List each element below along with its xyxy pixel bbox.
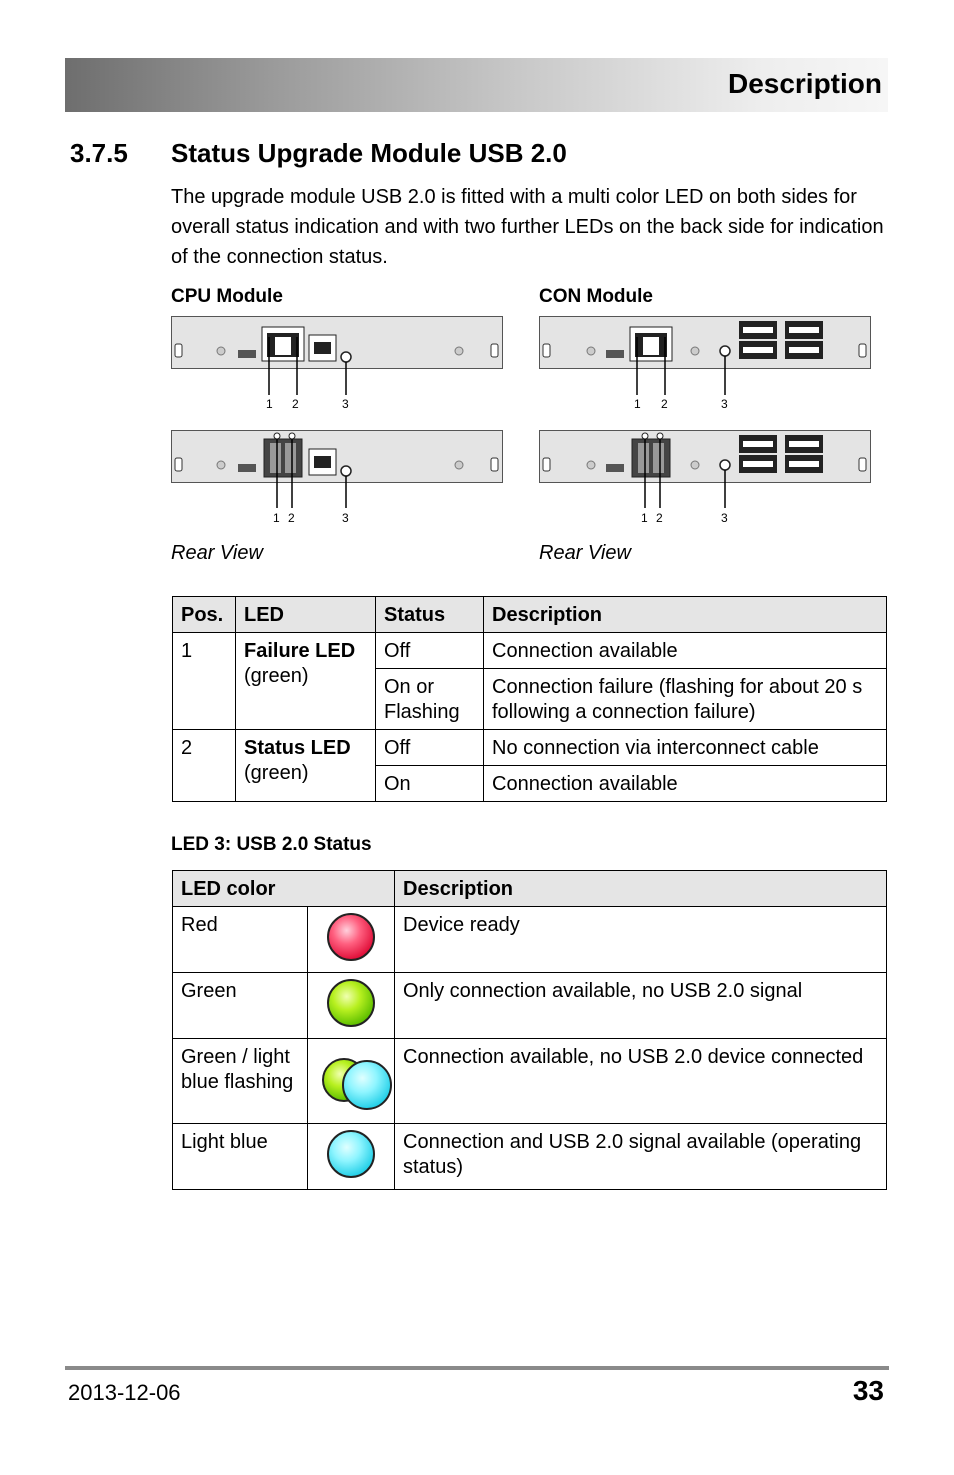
table-row xyxy=(173,907,887,973)
led-icon-cell xyxy=(308,907,395,973)
green-led-icon xyxy=(327,979,375,1027)
cpu-top-callout-3: 3 xyxy=(342,397,349,411)
cpu-top-callout-2: 2 xyxy=(292,397,299,411)
led-icon-cell xyxy=(308,1124,395,1190)
description-cell: Connection available xyxy=(484,766,887,802)
status-cell: Off xyxy=(376,730,484,766)
status-cell: On or Flashing xyxy=(376,669,484,730)
con-top-callout-1: 1 xyxy=(634,397,641,411)
col-header-description: Description xyxy=(395,871,887,907)
usb-status-heading: LED 3: USB 2.0 Status xyxy=(171,834,372,855)
con-module-label: CON Module xyxy=(539,286,653,307)
usb-status-table xyxy=(172,870,887,1190)
cpu-module-label: CPU Module xyxy=(171,286,283,307)
description-cell: No connection via interconnect cable xyxy=(484,730,887,766)
section-title: Status Upgrade Module USB 2.0 xyxy=(171,138,567,168)
con-top-callout-2: 2 xyxy=(661,397,668,411)
col-header-pos: Pos. xyxy=(173,597,236,633)
page-number: 33 xyxy=(852,1375,884,1406)
cpu-module-diagram xyxy=(171,315,504,535)
color-cell: Green / light blue flashing xyxy=(173,1039,308,1124)
con-top-callout-3: 3 xyxy=(721,397,728,411)
con-bottom-callout-3: 3 xyxy=(721,511,728,525)
description-cell: Only connection available, no USB 2.0 signal xyxy=(395,973,887,1039)
section-number: 3.7.5 xyxy=(70,138,128,168)
status-cell: Off xyxy=(376,633,484,669)
red-led-icon xyxy=(327,913,375,961)
table-header-row xyxy=(173,597,887,633)
col-header-description: Description xyxy=(484,597,887,633)
footer-date: 2013-12-06 xyxy=(68,1380,181,1405)
cpu-top-callout-1: 1 xyxy=(266,397,273,411)
con-bottom-callout-2: 2 xyxy=(656,511,663,525)
col-header-led: LED xyxy=(236,597,376,633)
table-header-row xyxy=(173,871,887,907)
cpu-bottom-callout-2: 2 xyxy=(288,511,295,525)
table-row xyxy=(173,1039,887,1124)
intro-paragraph: The upgrade module USB 2.0 is fitted with a multi color LED on both sides for overall status indication and with two further LEDs on the back side for indication of the connection status. xyxy=(171,186,884,268)
col-header-status: Status xyxy=(376,597,484,633)
led-cell xyxy=(236,633,376,730)
cpu-caption: Rear View xyxy=(171,542,263,564)
color-cell: Light blue xyxy=(173,1124,308,1190)
led-name: Failure LED xyxy=(244,640,356,662)
header-bar xyxy=(65,58,888,112)
description-cell: Device ready xyxy=(395,907,887,973)
description-cell: Connection failure (flashing for about 20 s following a connection failure) xyxy=(484,669,887,730)
color-cell: Green xyxy=(173,973,308,1039)
status-cell: On xyxy=(376,766,484,802)
description-cell: Connection available xyxy=(484,633,887,669)
led-icon-cell xyxy=(308,1039,395,1124)
con-caption: Rear View xyxy=(539,542,631,564)
header-title: Description xyxy=(727,68,882,99)
led-icon-cell xyxy=(308,973,395,1039)
led-status-table xyxy=(172,596,887,802)
con-module-diagram xyxy=(539,315,872,535)
description-cell: Connection available, no USB 2.0 device connected xyxy=(395,1039,887,1124)
pos-cell: 1 xyxy=(173,633,236,730)
green-blue-led-icon xyxy=(312,1054,382,1108)
cpu-bottom-callout-1: 1 xyxy=(273,511,280,525)
footer-divider xyxy=(65,1366,889,1370)
led-name: Status LED xyxy=(244,737,351,759)
light-blue-led-icon xyxy=(342,1060,392,1110)
table-row xyxy=(173,1124,887,1190)
led-sub: (green) xyxy=(244,762,309,784)
led-cell xyxy=(236,730,376,802)
light-blue-led-icon xyxy=(327,1130,375,1178)
con-bottom-callout-1: 1 xyxy=(641,511,648,525)
description-cell: Connection and USB 2.0 signal available (operating status) xyxy=(395,1124,887,1190)
col-header-led-color: LED color xyxy=(173,871,395,907)
table-row xyxy=(173,973,887,1039)
table-row xyxy=(173,730,887,766)
color-cell: Red xyxy=(173,907,308,973)
led-sub: (green) xyxy=(244,665,309,687)
pos-cell: 2 xyxy=(173,730,236,802)
table-row xyxy=(173,633,887,669)
cpu-bottom-callout-3: 3 xyxy=(342,511,349,525)
